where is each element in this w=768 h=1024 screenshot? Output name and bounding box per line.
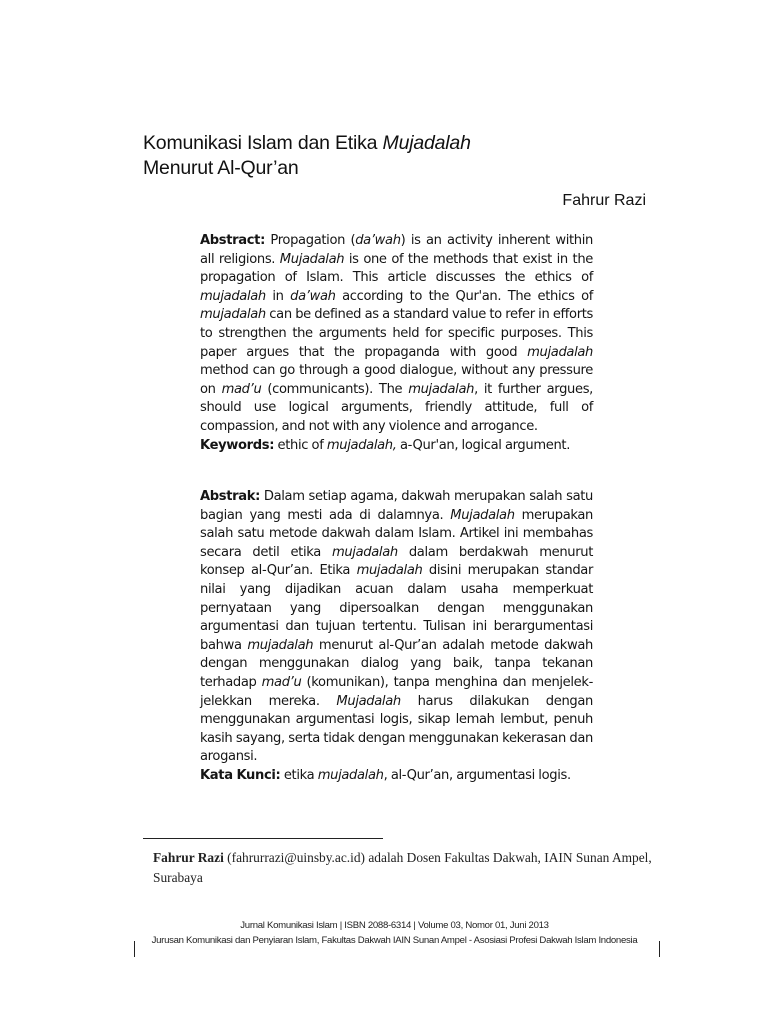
abstract-text: Propagation ( bbox=[264, 233, 356, 248]
kata-kunci-text: , al-Qur’an, argumentasi logis. bbox=[383, 767, 571, 783]
abstract-text: can be defined as a standard value to refer in efforts to strengthen the arguments held for specific purposes. This paper argues that the propaganda with good bbox=[200, 307, 593, 360]
footnote-author: Fahrur Razi bbox=[153, 850, 224, 865]
title-line-2: Menurut Al-Qur’an bbox=[143, 157, 299, 179]
footnote-divider bbox=[143, 838, 383, 839]
title-line-1 bbox=[143, 131, 703, 156]
keywords-text: ethic of bbox=[274, 437, 327, 453]
keywords-label: Keywords: bbox=[200, 437, 275, 453]
abstrak-term: mujadalah bbox=[247, 637, 314, 653]
abstract-term: da’wah bbox=[355, 233, 401, 248]
abstract-indonesian bbox=[200, 488, 593, 786]
abstract-term: mad’u bbox=[221, 381, 262, 397]
abstrak-text: harus dilakukan dengan menggunakan argumentasi logis, sikap lemah lembut, penuh kasih sayang, serta tidak dengan menggunakan kekerasan dan arogansi. bbox=[200, 693, 593, 765]
abstract-english bbox=[200, 232, 593, 455]
footnote-text: (fahrurrazi@uinsby.ac.id) adalah Dosen Fakultas Dakwah, IAIN Sunan Ampel, Surabaya bbox=[153, 850, 652, 885]
abstract-term: mujadalah bbox=[527, 344, 593, 360]
abstrak-term: mad’u bbox=[261, 674, 302, 690]
abstract-text: ) is an activity inherent within all religions. bbox=[200, 233, 593, 267]
title-text: Komunikasi Islam dan Etika bbox=[143, 132, 383, 154]
journal-citation: Jurnal Komunikasi Islam | ISBN 2088-6314 | Volume 03, Nomor 01, Juni 2013 bbox=[240, 920, 549, 931]
abstrak-term: mujadalah bbox=[331, 544, 398, 560]
journal-publisher: Jurusan Komunikasi dan Penyiaran Islam, Fakultas Dakwah IAIN Sunan Ampel - Asosiasi Profesi Dakwah Islam Indonesia bbox=[151, 935, 638, 946]
kata-kunci-text: etika bbox=[280, 767, 318, 783]
abstract-text: in bbox=[265, 288, 291, 304]
footer-right-bar bbox=[659, 941, 660, 957]
abstract-term: Mujadalah bbox=[279, 251, 345, 267]
abstract-text: method can go through a good dialogue, without any pressure on bbox=[200, 363, 593, 397]
abstrak-term: mujadalah bbox=[356, 563, 423, 579]
abstrak-text: (komunikan), tanpa menghina dan menjelek-jelekkan mereka. bbox=[200, 674, 593, 709]
abstract-text: according to the Qur'an. The ethics of bbox=[335, 288, 594, 304]
keywords-indonesian bbox=[200, 767, 593, 786]
abstrak-label: Abstrak: bbox=[200, 489, 260, 504]
abstract-term: da’wah bbox=[290, 288, 336, 304]
abstrak-text: merupakan salah satu metode dakwah dalam Islam. Artikel ini membahas secara detil etika bbox=[200, 507, 593, 560]
abstract-label: Abstract: bbox=[200, 233, 265, 248]
kata-kunci-label: Kata Kunci: bbox=[200, 767, 281, 783]
abstract-term: mujadalah bbox=[200, 307, 266, 323]
author-name: Fahrur Razi bbox=[562, 192, 646, 209]
abstract-term: mujadalah bbox=[408, 381, 475, 397]
abstract-text: is one of the methods that exist in the propagation of Islam. This article discusses the ethics of bbox=[200, 251, 593, 286]
abstrak-term: Mujadalah bbox=[450, 507, 515, 523]
keywords-text: a-Qur'an, logical argument. bbox=[396, 437, 571, 453]
abstrak-text: Dalam setiap agama, dakwah merupakan salah satu bagian yang mesti ada di dalamnya. bbox=[200, 489, 593, 523]
title-italic-term: Mujadalah bbox=[382, 132, 471, 154]
abstrak-text: disini merupakan standar nilai yang dijadikan acuan dalam usaha memperkuat pernyataan yang dipersoalkan dengan menggunakan argumentasi dan tujuan tertentu. Tulisan ini berargumentasi bahwa bbox=[200, 563, 593, 653]
footer-left-bar bbox=[134, 941, 135, 957]
abstrak-text: dalam berdakwah menurut konsep al-Qur’an. Etika bbox=[200, 544, 593, 579]
kata-kunci-term: mujadalah bbox=[317, 767, 384, 783]
abstract-text: , it further argues, should use logical arguments, friendly attitude, full of compassion, and not with any violence and arrogance. bbox=[200, 381, 593, 434]
abstract-text: (communicants). The bbox=[261, 381, 409, 397]
abstrak-text: menurut al-Qur’an adalah metode dakwah dengan menggunakan dialog yang baik, tanpa tekanan terhadap bbox=[200, 637, 593, 690]
article-title bbox=[143, 131, 703, 181]
abstrak-term: Mujadalah bbox=[336, 693, 401, 709]
abstract-term: mujadalah bbox=[200, 288, 266, 304]
keywords-term: mujadalah, bbox=[326, 437, 397, 453]
author-footnote bbox=[153, 848, 653, 887]
keywords-english bbox=[200, 437, 593, 456]
journal-footer bbox=[143, 920, 646, 946]
